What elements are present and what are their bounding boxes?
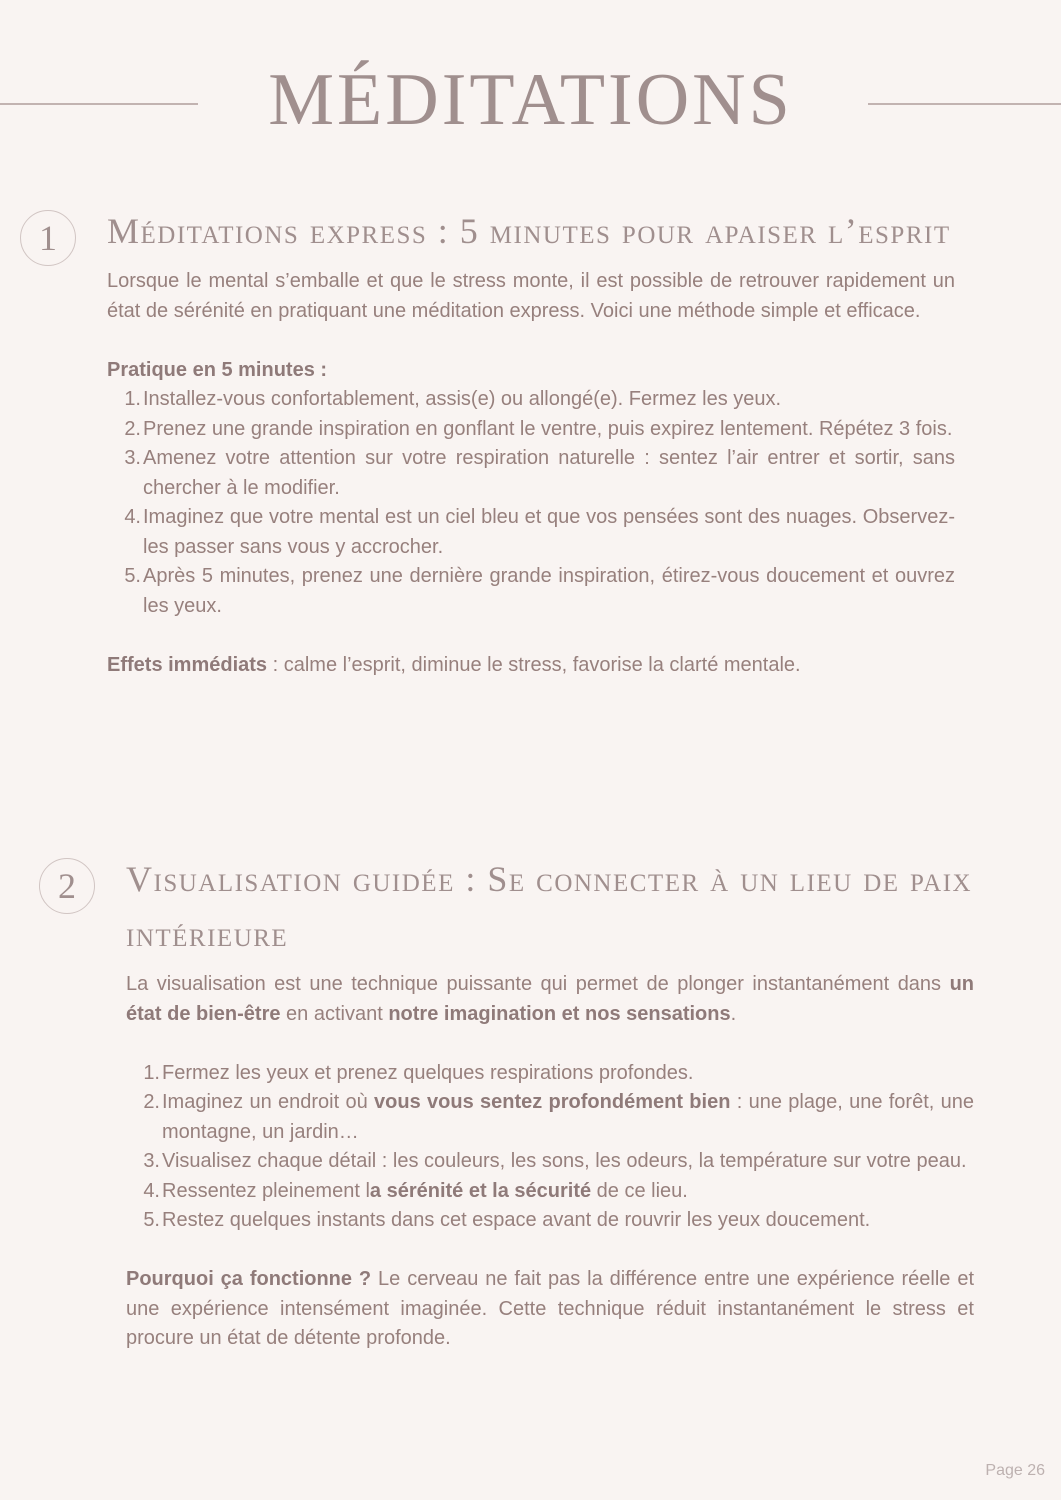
list-item — [107, 385, 955, 415]
step-number: 2. — [143, 1091, 160, 1113]
section-intro — [126, 970, 974, 1029]
step-text: Amenez votre attention sur votre respiration naturelle : sentez l’air entrer et sortir, sans chercher à le modifier. — [143, 447, 955, 499]
effects-text: : calme l’esprit, diminue le stress, favorise la clarté mentale. — [267, 653, 801, 676]
why-text: Le cerveau ne fait pas la différence entre une expérience réelle et une expérience intensément imaginée. Cette technique réduit instantanément le stress et procure un état de détente profonde. — [126, 1268, 974, 1349]
step-number: 2. — [124, 417, 141, 440]
step-emphasis: vous vous sentez profondément bien — [374, 1091, 731, 1113]
step-number: 5. — [143, 1209, 160, 1231]
section-number-badge: 2 — [39, 858, 95, 914]
list-item — [107, 415, 955, 445]
step-text: Visualisez chaque détail : les couleurs, les sons, les odeurs, la température sur votre peau. — [162, 1150, 967, 1172]
practice-heading: Pratique en 5 minutes : — [107, 358, 328, 381]
intro-text: en activant — [280, 1002, 389, 1025]
step-text: : une plage, une forêt, une montagne, un jardin… — [162, 1091, 974, 1143]
steps-list — [126, 1059, 974, 1236]
step-number: 1. — [124, 388, 141, 410]
why-paragraph — [126, 1265, 974, 1354]
list-item — [126, 1147, 974, 1177]
section-title: Méditations express : 5 minutes pour apaiser l’esprit — [107, 211, 951, 251]
section-intro: Lorsque le mental s’emballe et que le stress monte, il est possible de retrouver rapidement un état de sérénité en pratiquant une méditation express. Voici une méthode simple et efficace. — [107, 270, 955, 322]
step-text: Prenez une grande inspiration en gonflant le ventre, puis expirez lentement. Répétez 3 fois. — [143, 417, 953, 440]
list-item — [107, 562, 955, 621]
list-item — [126, 1206, 974, 1236]
step-number: 5. — [124, 565, 141, 587]
section-number-badge: 1 — [20, 210, 76, 266]
step-text: Fermez les yeux et prenez quelques respirations profondes. — [162, 1061, 694, 1084]
list-item — [126, 1177, 974, 1207]
section-title: Visualisation guidée : Se connecter à un lieu de paix intérieure — [126, 859, 973, 954]
title-rule-right — [868, 103, 1061, 105]
step-text: de ce lieu. — [591, 1179, 688, 1202]
step-text: Ressentez pleinement l — [162, 1179, 370, 1202]
list-item — [126, 1088, 974, 1147]
list-item — [107, 503, 955, 562]
list-item — [126, 1059, 974, 1089]
section-express-meditation — [107, 204, 955, 680]
step-text: Installez-vous confortablement, assis(e) ou allongé(e). Fermez les yeux. — [143, 388, 782, 410]
step-number: 3. — [124, 447, 141, 469]
intro-emphasis: notre imagination et nos sensations — [388, 1002, 731, 1025]
intro-text: La visualisation est une technique puissante qui permet de plonger instantanément dans — [126, 973, 950, 995]
list-item — [107, 444, 955, 503]
step-text: Imaginez que votre mental est un ciel bleu et que vos pensées sont des nuages. Observez-les passer sans vous y accrocher. — [143, 506, 955, 558]
effects-paragraph — [107, 651, 955, 681]
effects-label: Effets immédiats — [107, 653, 268, 676]
step-text: Restez quelques instants dans cet espace avant de rouvrir les yeux doucement. — [162, 1209, 871, 1231]
step-number: 1. — [143, 1061, 160, 1084]
section-guided-visualisation — [126, 852, 974, 1354]
page-title: MÉDITATIONS — [268, 59, 793, 141]
step-number: 4. — [143, 1179, 160, 1202]
step-number: 3. — [143, 1150, 160, 1172]
intro-emphasis: un état de bien-être — [126, 973, 974, 1025]
page-number: Page 26 — [985, 1462, 1045, 1479]
step-text: Imaginez un endroit où — [162, 1091, 375, 1113]
step-text: Après 5 minutes, prenez une dernière grande inspiration, étirez-vous doucement et ouvrez les yeux. — [143, 565, 955, 617]
step-number: 4. — [124, 506, 141, 528]
steps-list — [107, 385, 955, 621]
step-emphasis: a sérénité et la sécurité — [369, 1179, 592, 1202]
intro-text: . — [730, 1002, 737, 1025]
why-label: Pourquoi ça fonctionne ? — [126, 1268, 372, 1290]
